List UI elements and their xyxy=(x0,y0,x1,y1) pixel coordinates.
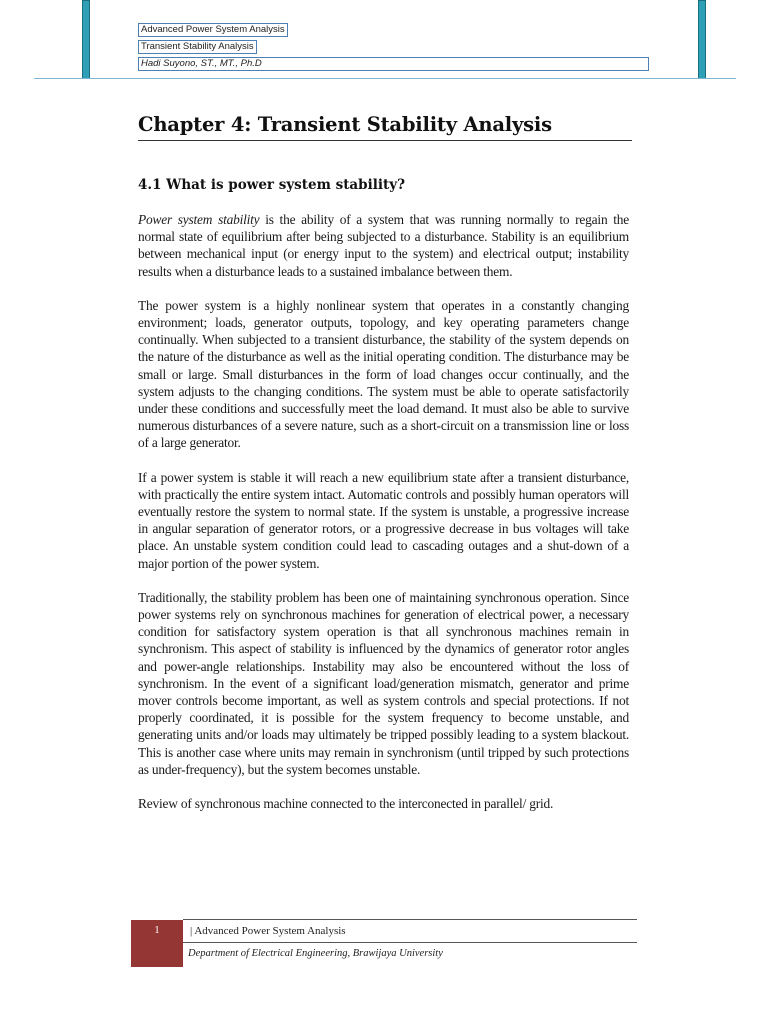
header-left-bar xyxy=(82,0,90,79)
paragraph-5: Review of synchronous machine connected to the interconected in parallel/ grid. xyxy=(138,796,554,812)
page-number: 1 xyxy=(154,925,160,936)
paragraph-1-term: Power system stability xyxy=(138,212,260,227)
paragraph-1 xyxy=(138,211,629,280)
header-course: Advanced Power System Analysis xyxy=(138,23,288,37)
section-title: 4.1 What is power system stability? xyxy=(138,177,405,193)
paragraph-3: If a power system is stable it will reach a new equilibrium state after a transient disturbance, with practically the entire system intact. Automatic controls and possibly human operators will eventually restore the system to normal state. If the system is unstable, a progressive increase in angular separation of generator rotors, or a progressive decrease in bus voltages will take place. An unstable system condition could lead to cascading outages and a shut-down of a major portion of the power system. xyxy=(138,469,629,571)
header-right-bar xyxy=(698,0,706,79)
footer-department: Department of Electrical Engineering, Brawijaya University xyxy=(188,948,443,959)
footer-middle-rule xyxy=(183,942,637,943)
paragraph-1-text: is the ability of a system that was running normally to regain the normal state of equilibrium after being subjected to a disturbance. Stability is an equilibrium between mechanical input (or energy input to the system) and electrical output; instability results when a disturbance leads to a sustained imbalance between them. xyxy=(138,212,629,279)
header-topic: Transient Stability Analysis xyxy=(138,40,257,54)
chapter-title: Chapter 4: Transient Stability Analysis xyxy=(138,113,632,141)
body-text xyxy=(138,211,629,829)
footer-top-rule xyxy=(183,919,637,920)
paragraph-4: Traditionally, the stability problem has been one of maintaining synchronous operation. Since power systems rely on synchronous machines for generation of electrical power, a necessary condition for satisfactory system operation is that all synchronous machines remain in synchronism. This aspect of stability is influenced by the dynamics of generator rotor angles and power-angle relationships. Instability may also be encountered without the loss of synchronism. In the event of a significant load/generation mismatch, generator and prime mover controls become important, as well as system controls and special protections. If not properly coordinated, it is possible for the system frequency to become unstable, and generating units and/or loads may ultimately be tripped possibly leading to a system blackout. This is another case where units may remain in synchronism (until tripped by such protections as under-frequency), but the system becomes unstable. xyxy=(138,589,629,777)
paragraph-2: The power system is a highly nonlinear system that operates in a constantly changing environment; loads, generator outputs, topology, and key operating parameters change continually. When subjected to a transient disturbance, the stability of the system depends on the nature of the disturbance as well as the initial operating condition. The disturbance may be small or large. Small disturbances in the form of load changes occur continually, and the system adjusts to the changing conditions. The system must be able to operate satisfactorily under these conditions and successfully meet the load demand. It must also be able to survive numerous disturbances of a severe nature, such as a short-circuit on a transmission line or loss of a large generator. xyxy=(138,297,629,451)
footer-title: | Advanced Power System Analysis xyxy=(190,925,346,937)
header-author: Hadi Suyono, ST., MT., Ph.D xyxy=(138,57,649,71)
header-rule xyxy=(34,78,736,79)
